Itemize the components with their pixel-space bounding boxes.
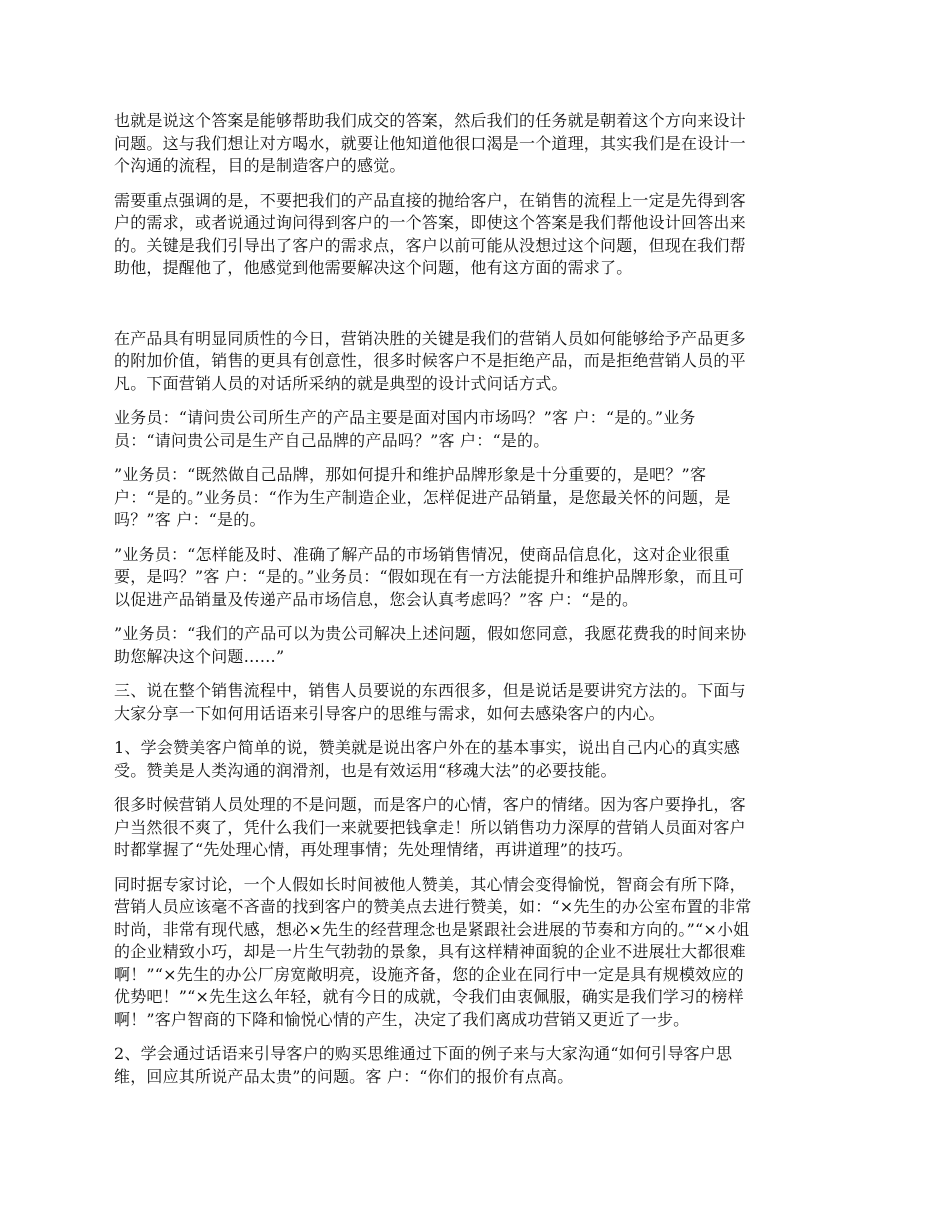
- paragraph-2: 需要重点强调的是，不要把我们的产品直接的抛给客户，在销售的流程上一定是先得到客 户的需求，或者说通过询问得到客户的一个答案，即使这个答案是我们帮他设计回答出来 的。关键是我们引导出了客户的需求点，客户以前可能从没想过这个问题，但现在我们帮 助他，提醒他了，他感觉到他需要解决这个问题，他有这方面的需求了。: [114, 190, 746, 277]
- section-gap: [114, 292, 840, 328]
- dialogue-paragraph-2: ”业务员：“既然做自己品牌，那如何提升和维护品牌形象是十分重要的，是吧？”客 户：“是的。”业务员：“作为生产制造企业，怎样促进产品销量，是您最关怀的问题，是 吗？”客 户：“是的。: [114, 465, 731, 529]
- point-one-paragraph: 1、学会赞美客户简单的说，赞美就是说出客户外在的基本事实，说出自己内心的真实感 受。赞美是人类沟通的润滑剂，也是有效运用“移魂大法”的必要技能。: [114, 738, 740, 780]
- point-two-paragraph: 2、学会通过话语来引导客户的购买思维通过下面的例子来与大家沟通“如何引导客户思 维，回应其所说产品太贵”的问题。客 户：“你们的报价有点高。: [114, 1044, 733, 1086]
- paragraph-1: 也就是说这个答案是能够帮助我们成交的答案，然后我们的任务就是朝着这个方向来设计 问题。这与我们想让对方喝水，就要让他知道他很口渴是一个道理，其实我们是在设计一 个沟通的流程，目的是制造客户的感觉。: [114, 111, 746, 175]
- document-body: [114, 110, 840, 1100]
- dialogue-paragraph-1: 业务员：“请问贵公司所生产的产品主要是面对国内市场吗？”客 户：“是的。”业务 员：“请问贵公司是生产自己品牌的产品吗？”客 户：“是的。: [114, 408, 696, 450]
- paragraph-3: 在产品具有明显同质性的今日，营销决胜的关键是我们的营销人员如何能够给予产品更多 的附加价值，销售的更具有创意性，很多时候客户不是拒绝产品，而是拒绝营销人员的平 凡。下面营销人员的对话所采纳的就是典型的设计式问话方式。: [114, 328, 746, 393]
- emotion-paragraph: 很多时候营销人员处理的不是问题，而是客户的心情，客户的情绪。因为客户要挣扎，客 户当然很不爽了，凭什么我们一来就要把钱拿走！所以销售功力深厚的营销人员面对客户 时都掌握了“先处理心情，再处理事情；先处理情绪，再讲道理”的技巧。: [114, 795, 746, 859]
- section-three-paragraph: 三、说在整个销售流程中，销售人员要说的东西很多，但是说话是要讲究方法的。下面与 大家分享一下如何用话语来引导客户的思维与需求，如何去感染客户的内心。: [114, 681, 746, 723]
- dialogue-paragraph-3: ”业务员：“怎样能及时、准确了解产品的市场销售情况，使商品信息化，这对企业很重 要，是吗？”客 户：“是的。”业务员：“假如现在有一方法能提升和维护品牌形象，而且可 以促进产品销量及传递产品市场信息，您会认真考虑吗？”客 户：“是的。: [114, 544, 745, 609]
- dialogue-paragraph-4: ”业务员：“我们的产品可以为贵公司解决上述问题，假如您同意，我愿花费我的时间来协 助您解决这个问题……”: [114, 624, 747, 666]
- praise-examples-paragraph: 同时据专家讨论，一个人假如长时间被他人赞美，其心情会变得愉悦，智商会有所下降， 营销人员应该毫不吝啬的找到客户的赞美点去进行赞美，如：“×先生的办公室布置的非常 时尚，非常有现代感，想必×先生的经营理念也是紧跟社会进展的节奏和方向的。”“×小姐 的企业精致小巧，却是一片生气勃勃的景象，具有这样精神面貌的企业不进展壮大都很难 啊！”“×先生的办公厂房宽敞明亮，设施齐备，您的企业在同行中一定是具有规模效应的 优势吧！”“×先生这么年轻，就有今日的成就，令我们由衷佩服，确实是我们学习的榜样 啊！”客户智商的下降和愉悦心情的产生，决定了我们离成功营销又更近了一步。: [114, 874, 752, 1029]
